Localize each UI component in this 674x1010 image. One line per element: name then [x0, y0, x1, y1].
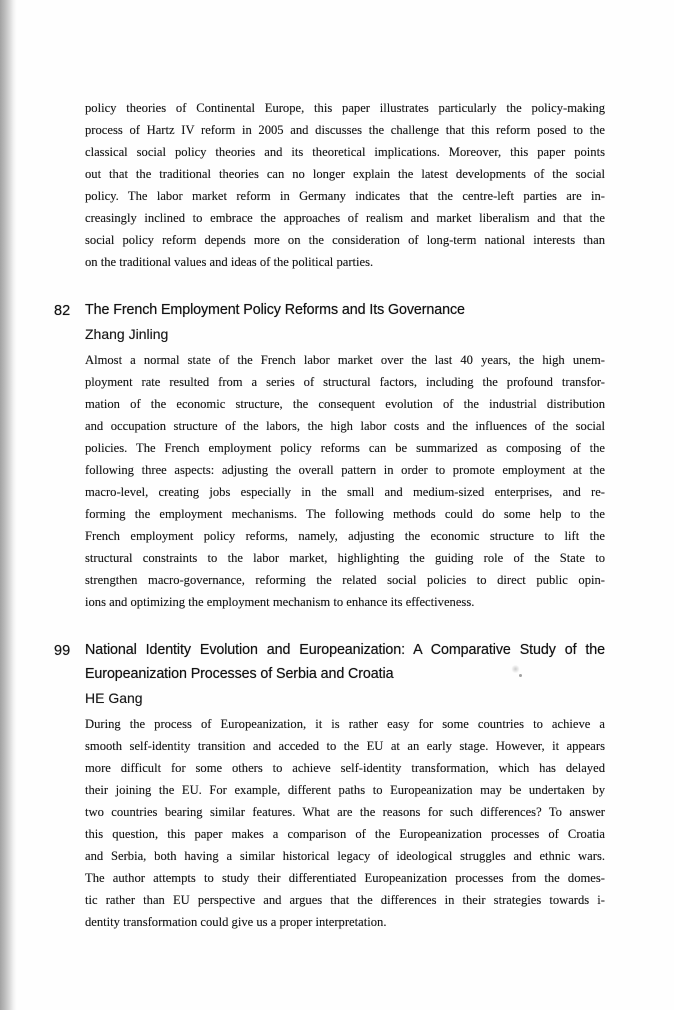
entry-number: 82	[54, 303, 71, 319]
text-line: macro-level, creating jobs especially in the small and medium-sized enterprises, and re-	[85, 485, 605, 499]
entry-number: 99	[54, 643, 71, 659]
text-line: this question, this paper makes a comparison of the Europeanization processes of Croatia	[85, 827, 605, 841]
text-line: smooth self-identity transition and acceded to the EU at an early stage. However, it appears	[85, 739, 605, 753]
text-line: social policy reform depends more on the consideration of long-term national interests than	[85, 233, 605, 247]
abstract-continuation-paragraph	[85, 97, 605, 273]
text-line: on the traditional values and ideas of the political parties.	[85, 255, 374, 269]
text-line: French employment policy reforms, namely, adjusting the economic structure to lift the	[85, 529, 605, 543]
text-line: mation of the economic structure, the consequent evolution of the industrial distribution	[85, 397, 605, 411]
text-line: National Identity Evolution and Europeanization: A Comparative Study of the	[85, 642, 605, 658]
page-content	[54, 97, 605, 933]
entry-title	[85, 638, 605, 686]
text-line: ions and optimizing the employment mechanism to enhance its effectiveness.	[85, 595, 475, 609]
toc-entry-99	[54, 638, 605, 933]
text-line: structural constraints to the labor market, highlighting the guiding role of the State to	[85, 551, 605, 565]
text-line: classical social policy theories and its theoretical implications. Moreover, this paper points	[85, 145, 605, 159]
text-line: creasingly inclined to embrace the approaches of realism and market liberalism and that the	[85, 211, 605, 225]
entry-abstract	[85, 349, 605, 613]
text-line: their joining the EU. For example, different paths to Europeanization may be undertaken by	[85, 783, 605, 797]
text-line: dentity transformation could give us a proper interpretation.	[85, 915, 387, 929]
text-line: policies. The French employment policy reforms can be summarized as composing of the	[85, 441, 605, 455]
text-line: and occupation structure of the labors, the high labor costs and the influences of the social	[85, 419, 605, 433]
text-line: following three aspects: adjusting the overall pattern in order to promote employment at the	[85, 463, 605, 477]
text-line: The French Employment Policy Reforms and Its Governance	[85, 302, 465, 318]
text-line: During the process of Europeanization, it is rather easy for some countries to achieve a	[85, 717, 605, 731]
text-line: The author attempts to study their differentiated Europeanization processes from the domes-	[85, 871, 605, 885]
entry-abstract	[85, 713, 605, 933]
text-line: two countries bearing similar features. What are the reasons for such differences? To answer	[85, 805, 605, 819]
text-line: policy. The labor market reform in Germany indicates that the centre-left parties are in-	[85, 189, 605, 203]
text-line: ployment rate resulted from a series of structural factors, including the profound transfor-	[85, 375, 605, 389]
text-line: out that the traditional theories can no longer explain the latest developments of the social	[85, 167, 605, 181]
text-line: process of Hartz IV reform in 2005 and discusses the challenge that this reform posed to the	[85, 123, 605, 137]
toc-entry-82	[54, 298, 605, 613]
text-line: Almost a normal state of the French labor market over the last 40 years, the high unem-	[85, 353, 605, 367]
text-line: policy theories of Continental Europe, this paper illustrates particularly the policy-making	[85, 101, 605, 115]
text-line: Europeanization Processes of Serbia and Croatia	[85, 666, 394, 682]
text-line: strengthen macro-governance, reforming the related social policies to direct public opin-	[85, 573, 605, 587]
text-line: and Serbia, both having a similar historical legacy of ideological struggles and ethnic wars.	[85, 849, 605, 863]
entry-author: Zhang Jinling	[85, 326, 169, 342]
text-line: forming the employment mechanisms. The following methods could do some help to the	[85, 507, 605, 521]
entry-author: HE Gang	[85, 690, 143, 706]
page-left-edge-shadow	[0, 0, 17, 1010]
text-line: more difficult for some others to achieve self-identity transformation, which has delayed	[85, 761, 605, 775]
text-line: tic rather than EU perspective and argues that the differences in their strategies towards i-	[85, 893, 605, 907]
entry-title	[85, 298, 605, 322]
